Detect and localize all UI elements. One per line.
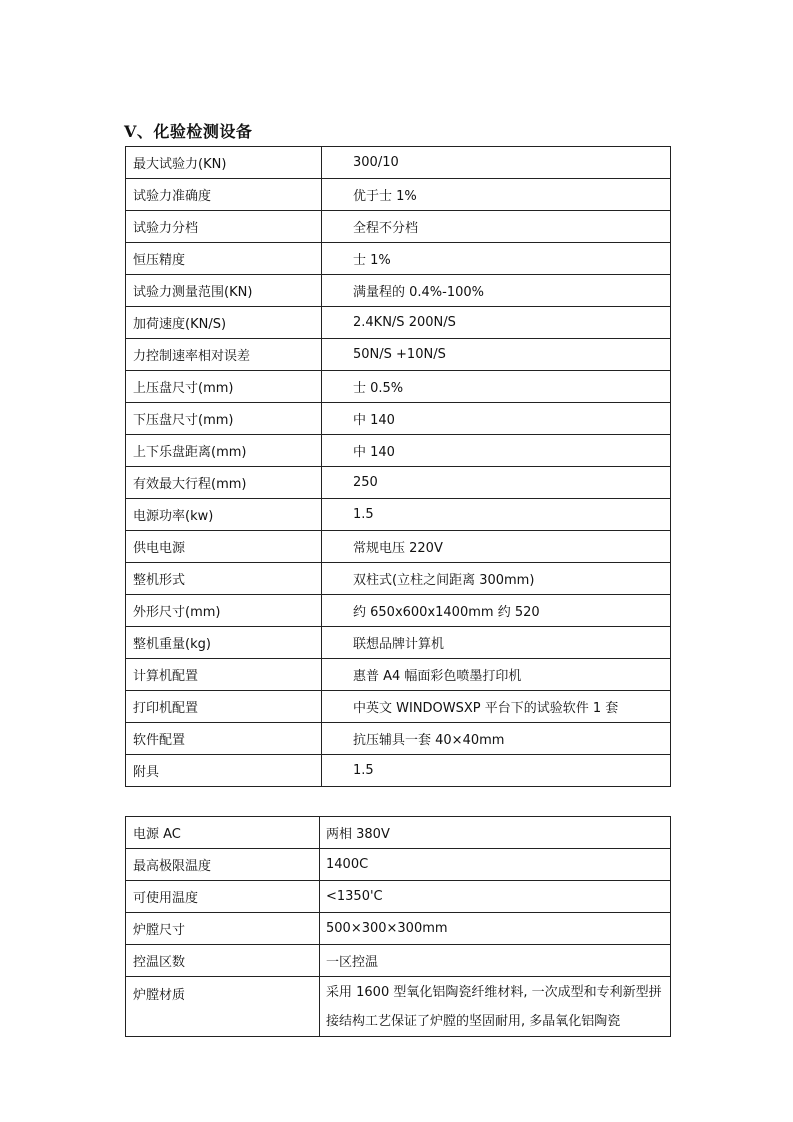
spec-value: 中 140 bbox=[322, 403, 671, 435]
spec-label: 电源 AC bbox=[126, 817, 320, 849]
table-row bbox=[126, 881, 671, 913]
spec-value: 抗压辅具一套 40×40mm bbox=[322, 723, 671, 755]
spec-label: 恒压精度 bbox=[126, 243, 322, 275]
spec-label: 试验力测量范围(KN) bbox=[126, 275, 322, 307]
table-row bbox=[126, 563, 671, 595]
spec-value: 250 bbox=[322, 467, 671, 499]
spec-value: 500×300×300mm bbox=[320, 913, 671, 945]
table-row bbox=[126, 435, 671, 467]
table-row bbox=[126, 849, 671, 881]
table-row bbox=[126, 531, 671, 563]
spec-value: 1.5 bbox=[322, 755, 671, 787]
test-machine-spec-table bbox=[125, 146, 671, 787]
spec-value: 50N/S +10N/S bbox=[322, 339, 671, 371]
spec-label: 供电电源 bbox=[126, 531, 322, 563]
spec-value: 两相 380V bbox=[320, 817, 671, 849]
spec-label: 试验力分档 bbox=[126, 211, 322, 243]
spec-label: 最高极限温度 bbox=[126, 849, 320, 881]
table-row bbox=[126, 755, 671, 787]
table-row bbox=[126, 691, 671, 723]
spec-label: 试验力准确度 bbox=[126, 179, 322, 211]
spec-value: 中英文 WINDOWSXP 平台下的试验软件 1 套 bbox=[322, 691, 671, 723]
table-row bbox=[126, 595, 671, 627]
table-row bbox=[126, 403, 671, 435]
table-row bbox=[126, 659, 671, 691]
spec-value: 联想品牌计算机 bbox=[322, 627, 671, 659]
spec-label: 下压盘尺寸(mm) bbox=[126, 403, 322, 435]
spec-label: 力控制速率相对误差 bbox=[126, 339, 322, 371]
spec-label: 炉膛材质 bbox=[126, 977, 320, 1037]
table-row bbox=[126, 817, 671, 849]
spec-value: 全程不分档 bbox=[322, 211, 671, 243]
spec-value: <1350'C bbox=[320, 881, 671, 913]
table-row bbox=[126, 913, 671, 945]
spec-value: 双柱式(立柱之间距离 300mm) bbox=[322, 563, 671, 595]
spec-label: 整机重量(kg) bbox=[126, 627, 322, 659]
spec-label: 附具 bbox=[126, 755, 322, 787]
table-row bbox=[126, 243, 671, 275]
spec-label: 上下乐盘距离(mm) bbox=[126, 435, 322, 467]
spec-label: 有效最大行程(mm) bbox=[126, 467, 322, 499]
spec-label: 控温区数 bbox=[126, 945, 320, 977]
spec-value: 常规电压 220V bbox=[322, 531, 671, 563]
table-row bbox=[126, 467, 671, 499]
spec-label: 电源功率(kw) bbox=[126, 499, 322, 531]
spec-value: 优于士 1% bbox=[322, 179, 671, 211]
spec-value: 300/10 bbox=[322, 147, 671, 179]
table-row bbox=[126, 627, 671, 659]
table-row bbox=[126, 339, 671, 371]
spec-value: 一区控温 bbox=[320, 945, 671, 977]
furnace-spec-table bbox=[125, 816, 671, 1037]
spec-value: 1.5 bbox=[322, 499, 671, 531]
spec-value: 满量程的 0.4%-100% bbox=[322, 275, 671, 307]
table-row bbox=[126, 371, 671, 403]
spec-value: 惠普 A4 幅面彩色喷墨打印机 bbox=[322, 659, 671, 691]
spec-label: 软件配置 bbox=[126, 723, 322, 755]
spec-label: 加荷速度(KN/S) bbox=[126, 307, 322, 339]
spec-label: 炉膛尺寸 bbox=[126, 913, 320, 945]
table-row bbox=[126, 977, 671, 1037]
table-row bbox=[126, 147, 671, 179]
table-row bbox=[126, 723, 671, 755]
spec-value: 中 140 bbox=[322, 435, 671, 467]
spec-value: 采用 1600 型氧化铝陶瓷纤维材料, 一次成型和专利新型拼接结构工艺保证了炉膛的坚固耐用, 多晶氧化铝陶瓷 bbox=[320, 977, 671, 1037]
table-row bbox=[126, 275, 671, 307]
spec-value: 士 0.5% bbox=[322, 371, 671, 403]
spec-label: 可使用温度 bbox=[126, 881, 320, 913]
spec-label: 打印机配置 bbox=[126, 691, 322, 723]
spec-label: 整机形式 bbox=[126, 563, 322, 595]
spec-value: 1400C bbox=[320, 849, 671, 881]
spec-value: 2.4KN/S 200N/S bbox=[322, 307, 671, 339]
spec-label: 计算机配置 bbox=[126, 659, 322, 691]
table-row bbox=[126, 307, 671, 339]
table-row bbox=[126, 179, 671, 211]
table-row bbox=[126, 499, 671, 531]
table-row bbox=[126, 211, 671, 243]
table-row bbox=[126, 945, 671, 977]
spec-value: 士 1% bbox=[322, 243, 671, 275]
spec-label: 外形尺寸(mm) bbox=[126, 595, 322, 627]
spec-value: 约 650x600x1400mm 约 520 bbox=[322, 595, 671, 627]
spec-label: 最大试验力(KN) bbox=[126, 147, 322, 179]
section-heading: V、化验检测设备 bbox=[124, 122, 253, 141]
spec-label: 上压盘尺寸(mm) bbox=[126, 371, 322, 403]
